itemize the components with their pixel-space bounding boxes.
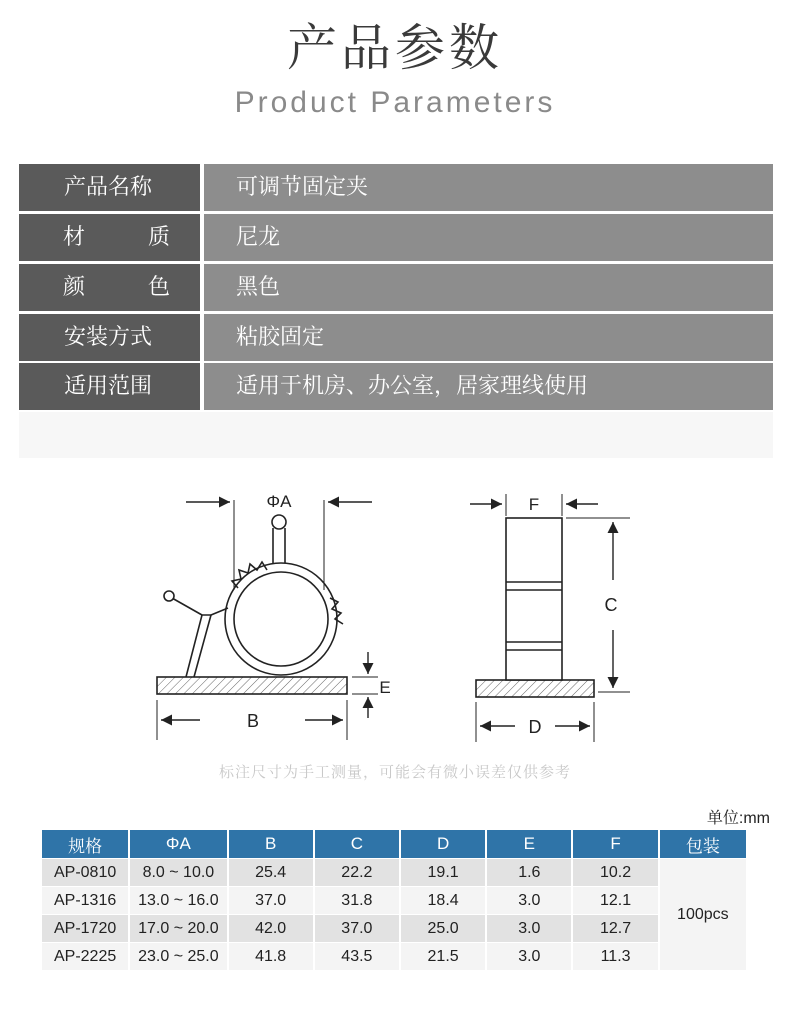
table-cell: AP-1720	[42, 915, 128, 942]
param-row-usage	[19, 363, 773, 410]
col-header: C	[315, 830, 399, 858]
col-header: 规格	[42, 830, 128, 858]
table-cell: AP-2225	[42, 943, 128, 970]
front-base	[157, 677, 347, 694]
param-label: 产品名称	[19, 164, 200, 211]
col-header: ΦA	[130, 830, 226, 858]
table-cell: 31.8	[315, 887, 399, 914]
param-label: 安装方式	[19, 314, 200, 361]
param-label: 适用范围	[19, 363, 200, 410]
table-cell: 21.5	[401, 943, 485, 970]
param-label-char: 质	[147, 225, 170, 250]
table-cell: 10.2	[573, 859, 657, 886]
table-cell: 3.0	[487, 943, 571, 970]
table-cell: 8.0 ~ 10.0	[130, 859, 226, 886]
table-cell: 25.4	[229, 859, 313, 886]
table-cell: 18.4	[401, 887, 485, 914]
label-F: F	[528, 495, 540, 514]
table-cell: 12.1	[573, 887, 657, 914]
label-B: B	[246, 711, 260, 731]
table-row	[42, 859, 746, 886]
label-E: E	[379, 678, 391, 697]
col-header: B	[229, 830, 313, 858]
param-row-install	[19, 314, 773, 361]
param-spacer	[19, 412, 773, 458]
table-cell: 41.8	[229, 943, 313, 970]
param-label-char: 颜	[63, 275, 86, 300]
side-view	[470, 494, 630, 742]
packaging-cell: 100pcs	[660, 859, 746, 970]
table-cell: 3.0	[487, 887, 571, 914]
col-header: 包装	[660, 830, 746, 858]
front-view	[157, 500, 378, 740]
unit-label: 单位:mm	[706, 810, 770, 827]
table-cell: 17.0 ~ 20.0	[130, 915, 226, 942]
param-label	[19, 214, 200, 261]
param-value: 尼龙	[204, 214, 773, 261]
param-value: 黑色	[204, 264, 773, 311]
table-cell: 19.1	[401, 859, 485, 886]
table-cell: 25.0	[401, 915, 485, 942]
table-cell: 1.6	[487, 859, 571, 886]
label-D: D	[528, 717, 542, 737]
col-header: F	[573, 830, 657, 858]
param-label	[19, 264, 200, 311]
side-body	[506, 518, 562, 680]
spec-table	[40, 829, 748, 971]
param-value: 粘胶固定	[204, 314, 773, 361]
table-cell: 42.0	[229, 915, 313, 942]
table-row	[42, 915, 746, 942]
table-row	[42, 943, 746, 970]
col-header: D	[401, 830, 485, 858]
measurement-note: 标注尺寸为手工测量，可能会有微小误差仅供参考	[218, 763, 571, 781]
param-label-char: 色	[147, 275, 170, 300]
dimension-diagram	[0, 470, 790, 760]
param-row-material	[19, 214, 773, 261]
col-header: E	[487, 830, 571, 858]
page-subtitle: Product Parameters	[234, 86, 556, 119]
param-row-name	[19, 164, 773, 211]
label-C: C	[604, 595, 618, 615]
table-cell: AP-1316	[42, 887, 128, 914]
table-cell: AP-0810	[42, 859, 128, 886]
side-base	[476, 680, 594, 697]
table-cell: 13.0 ~ 16.0	[130, 887, 226, 914]
clip-latch-arm	[186, 615, 211, 677]
label-phiA: ΦA	[266, 492, 292, 511]
table-cell: 12.7	[573, 915, 657, 942]
table-cell: 43.5	[315, 943, 399, 970]
table-cell: 11.3	[573, 943, 657, 970]
param-row-color	[19, 264, 773, 311]
param-value: 适用于机房、办公室，居家理线使用	[204, 363, 773, 410]
param-label-char: 材	[63, 225, 86, 250]
clip-ring-outer	[225, 563, 337, 675]
page-title: 产品参数	[287, 19, 503, 77]
param-value: 可调节固定夹	[204, 164, 773, 211]
table-cell: 22.2	[315, 859, 399, 886]
table-cell: 23.0 ~ 25.0	[130, 943, 226, 970]
table-cell: 37.0	[229, 887, 313, 914]
table-row	[42, 887, 746, 914]
table-cell: 37.0	[315, 915, 399, 942]
spec-header-row	[42, 830, 746, 858]
table-cell: 3.0	[487, 915, 571, 942]
